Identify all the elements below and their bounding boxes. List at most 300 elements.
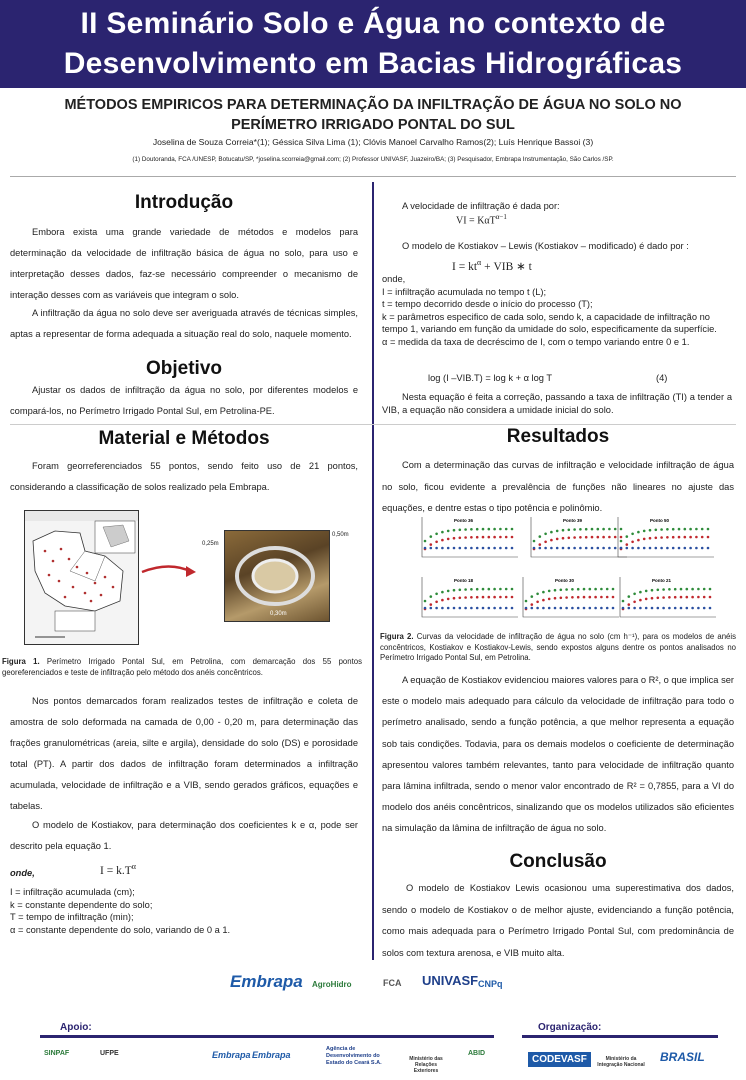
chart-point [633,607,636,610]
kostiakov-lewis-definitions [382,273,732,348]
chart-point [453,537,456,540]
chart-point [573,528,576,531]
chart-point [459,597,462,600]
chart-point [637,539,640,542]
chart-axes [618,517,714,557]
codevasf-logo: CODEVASF [528,1052,591,1067]
chart-point [660,528,663,531]
chart-point [672,536,675,539]
chart-point [697,596,700,599]
chart-point [672,547,675,550]
infiltration-chart [414,575,520,625]
chart-point [464,547,467,550]
chart-point [459,589,462,592]
chart-point [470,536,473,539]
chart-point [602,536,605,539]
resultados-paragraph-2: A equação de Kostiakov evidenciou maiores valores para o R², o que implica ser este o modelo mais adequado para cálculo da velocidade de infiltração para todo o perímetro analisado, sendo a função potência, a que melhor representa a equação sob tais condições. Todavia, para os demais modelos o coeficiente de determinação apresentou valores também relevantes, tanto para velocidade de infiltração quanto para lâmina infiltrada, sendo o menor valor encontrado de R² = 0,7855, para a VI do modelo dos anéis concêntricos, sinalizando que os modelos utilizados são eficientes na simulação da lâmina de infiltração de água no solo. [382,675,734,834]
chart-point [476,536,479,539]
chart-point [626,543,629,546]
chart-point [493,596,496,599]
chart-point [645,590,648,593]
chart-point [583,596,586,599]
chart-point [689,536,692,539]
chart-point [476,588,479,591]
figure-1-text: Perímetro Irrigado Pontal Sul, em Petrolina, com demarcação dos 55 pontos georeferenciados e teste de infiltração pelo método dos anéis concêntricos. [2,657,362,677]
chart-point [628,607,631,610]
chart-point [533,547,536,550]
chart-point [573,536,576,539]
vi-equation-exponent: α−1 [495,213,507,221]
chart-point [585,547,588,550]
chart-point [622,607,625,610]
chart-point [645,598,648,601]
definition-item: T = tempo de infiltração (min); [10,912,134,922]
chart-point [684,547,687,550]
chart-point [453,529,456,532]
chart-point [435,547,438,550]
chart-point [488,607,491,610]
chart-point [470,596,473,599]
chart-point [556,530,559,533]
chart-point [453,589,456,592]
chart-point [562,529,565,532]
photo-label-050: 0,50m [332,532,349,538]
chart-point [548,598,551,601]
resultados-heading: Resultados [506,426,610,447]
chart-point [602,547,605,550]
chart-point [511,588,514,591]
chart-point [482,528,485,531]
chart-point [459,607,462,610]
chart-point [548,590,551,593]
chart-point [505,588,508,591]
chart-point [674,596,677,599]
chart-point [459,547,462,550]
chart-point [470,607,473,610]
fca-logo: FCA [383,978,402,988]
chart-title: Ponto 18 [454,578,474,583]
chart-point [573,547,576,550]
chart-point [441,591,444,594]
chart-point [577,588,580,591]
paper-title-line-1: MÉTODOS EMPIRICOS PARA DETERMINAÇÃO DA INFILTRAÇÃO DE ÁGUA NO SOLO NO [64,97,682,113]
chart-point [579,547,582,550]
chart-point [645,607,648,610]
banner-line-2: Desenvolvimento em Bacias Hidrográficas [63,47,683,80]
apoio-label: Apoio: [60,1022,92,1033]
chart-point [571,596,574,599]
chart-axes [422,517,518,557]
figure-1-label: Figura 1. [2,657,40,666]
chart-point [435,607,438,610]
chart-point [459,529,462,532]
banner [0,0,746,88]
photo-label-025: 0,25m [202,541,219,547]
infiltration-chart [414,515,520,565]
kl-eq-exponent: α [477,258,482,267]
chart-point [680,607,683,610]
chart-point [680,588,683,591]
chart-point [620,547,623,550]
chart-point [649,537,652,540]
chart-point [556,547,559,550]
chart-point [680,596,683,599]
chart-point [660,536,663,539]
chart-point [499,536,502,539]
metodos-paragraph-2: Nos pontos demarcados foram realizados testes de infiltração e coleta de amostra de solo deformada na camada de 0,00 - 0,20 m, para determinação das frações granulométricas (areia, silte e argila), densidade do solo (DS) e porosidade total (PT). A partir dos dados de infiltração foram determinados a infiltração acumulada, velocidade de infiltração e a VIB, sendo gerados gráficos, equações e tabelas. [10,696,358,811]
chart-point [441,547,444,550]
chart-point [639,591,642,594]
organizacao-bar [522,1035,718,1038]
kl-eq-base: I = kt [452,260,478,273]
figure-2-label: Figura 2. [380,632,414,641]
arrow-right-icon [140,561,198,583]
chart-point [571,588,574,591]
chart-point [499,596,502,599]
chart-point [453,547,456,550]
infiltration-chart [515,575,621,625]
chart-point [579,536,582,539]
chart-point [626,535,629,538]
chart-point [493,547,496,550]
log-equation-number: (4) [656,373,668,383]
objetivo-heading: Objetivo [145,358,222,379]
chart-point [430,603,433,606]
chart-point [631,541,634,544]
column-divider [372,182,374,960]
chart-point [476,596,479,599]
agrohidro-logo: AgroHidro [312,980,352,989]
metodos-heading: Material e Métodos [98,428,270,449]
chart-point [493,536,496,539]
chart-point [430,607,433,610]
chart-point [666,547,669,550]
chart-point [697,588,700,591]
chart-point [493,528,496,531]
chart-point [707,536,710,539]
chart-point [447,590,450,593]
chart-point [565,596,568,599]
chart-point [525,607,528,610]
equation-1 [100,862,136,877]
photo-label-030: 0,30m [270,611,287,617]
intro-paragraph-1: Embora exista uma grande variedade de métodos e modelos para determinação da velocidade de infiltração básica de água no solo, para uso e interpretação desses dados, faz-se necessário compreender o mecanismo de interação desses com as variáveis que integram o solo. [10,227,358,300]
chart-point [678,536,681,539]
chart-point [606,588,609,591]
vi-equation-base: VI = KαT [456,215,496,227]
chart-axes [523,577,619,617]
figure-1-caption [2,657,362,678]
equation-1-exponent: α [131,862,136,871]
chart-point [594,588,597,591]
chart-point [695,547,698,550]
chart-title: Ponto 36 [454,518,474,523]
chart-point [424,600,427,603]
chart-point [626,547,629,550]
chart-point [554,607,557,610]
map-drawing [25,511,138,644]
authors: Joselina de Souza Correia*(1); Géssica Silva Lima (1); Clóvis Manoel Carvalho Ramos(2); Luís Henrique Bassoi (3) [152,137,594,147]
univasf-logo: UNIVASF [422,973,479,988]
chart-point [657,607,660,610]
chart-point [672,528,675,531]
embrapa-instrumentacao-logo: Embrapa [252,1050,291,1060]
chart-point [707,547,710,550]
infiltration-chart [610,515,716,565]
definition-item: onde, [382,274,406,284]
chart-point [499,528,502,531]
chart-point [464,596,467,599]
vi-intro: A velocidade de infiltração é dada por: [402,201,560,211]
chart-point [637,547,640,550]
infiltration-chart [612,575,718,625]
chart-point [505,607,508,610]
chart-point [591,536,594,539]
chart-point [643,547,646,550]
chart-point [568,529,571,532]
chart-point [577,607,580,610]
chart-axes [620,577,716,617]
chart-point [424,607,427,610]
chart-point [684,528,687,531]
chart-point [600,588,603,591]
chart-point [695,528,698,531]
chart-point [493,588,496,591]
chart-point [633,601,636,604]
chart-point [643,538,646,541]
chart-point [709,596,712,599]
chart-point [531,607,534,610]
chart-point [447,607,450,610]
chart-point [620,540,623,543]
header-divider [10,176,736,177]
chart-point [602,528,605,531]
chart-point [550,531,553,534]
chart-point [668,588,671,591]
chart-point [709,588,712,591]
chart-point [488,588,491,591]
chart-point [531,595,534,598]
chart-title: Ponto 21 [652,578,672,583]
chart-point [441,599,444,602]
chart-point [651,589,654,592]
apoio-bar [40,1035,494,1038]
chart-point [689,547,692,550]
log-equation: log (I –VIB.T) = log k + α log T [428,373,553,383]
chart-point [657,597,660,600]
chart-point [435,601,438,604]
embrapa-logo: Embrapa [230,972,303,991]
chart-point [701,528,704,531]
chart-point [544,541,547,544]
chart-point [556,538,559,541]
chart-point [544,547,547,550]
chart-point [674,588,677,591]
chart-point [476,547,479,550]
chart-point [476,607,479,610]
chart-point [459,537,462,540]
chart-point [536,593,539,596]
chart-point [482,536,485,539]
chart-point [482,596,485,599]
chart-point [424,540,427,543]
chart-point [430,595,433,598]
infiltration-test-photo [224,530,330,622]
conclusao-heading: Conclusão [509,851,607,872]
chart-point [589,588,592,591]
chart-point [691,588,694,591]
chart-point [689,528,692,531]
chart-point [482,547,485,550]
definition-item: I = infiltração acumulada (cm); [10,887,135,897]
definition-item: α = constante dependente do solo, variando de 0 a 1. [10,924,231,935]
mre-logo: Ministério das Relações Exteriores [409,1056,443,1074]
chart-point [655,529,658,532]
chart-point [668,596,671,599]
chart-point [447,547,450,550]
chart-point [579,528,582,531]
figure-2-text: Curvas da velocidade de infiltração de água no solo (cm h⁻¹), para os modelos de anéis concêntricos, Kostiakov e Kostiakov-Lewis, sendo expostos alguns dentre os pontos analisados no Perímetro Irrigado Pontal Sul, em Petrolina. [380,632,737,662]
embrapa-semiarido-logo: Embrapa [212,1050,251,1060]
abid-logo: ABID [468,1050,486,1057]
intro-heading: Introdução [134,192,234,213]
vi-equation [456,213,507,226]
chart-point [536,607,539,610]
chart-point [589,596,592,599]
chart-point [637,531,640,534]
chart-point [453,607,456,610]
ufpe-logo: UFPE [100,1050,119,1057]
chart-point [505,528,508,531]
affiliations: (1) Doutoranda, FCA /UNESP, Botucatu/SP, *joselina.scorreia@gmail.com; (2) Professor UNIVASF, Juazeiro/BA; (3) Pesquisador, Embrapa Instrumentação, São Carlos /SP. [132,156,614,163]
chart-point [560,597,563,600]
chart-point [539,535,542,538]
onde-label: onde, [10,868,35,878]
definition-item: k = parâmetros especifico de cada solo, sendo k, a capacidade de infiltração no tempo 1, variando em função da umidade do solo, especificamente da superfície. [382,311,717,334]
chart-point [633,593,636,596]
section-divider [10,424,736,425]
chart-point [476,528,479,531]
chart-point [441,539,444,542]
metodos-paragraph-3: O modelo de Kostiakov, para determinação dos coeficientes k e α, pode ser descrito pela equação 1. [10,820,358,851]
chart-point [565,607,568,610]
brasil-logo: BRASIL [660,1050,705,1064]
chart-point [430,535,433,538]
paper-title-line-2: PERÍMETRO IRRIGADO PONTAL DO SUL [231,117,515,133]
chart-title: Ponto 30 [555,578,575,583]
chart-point [628,595,631,598]
study-area-map [24,510,139,645]
chart-point [560,607,563,610]
chart-point [600,607,603,610]
chart-point [597,528,600,531]
chart-point [554,589,557,592]
chart-point [600,596,603,599]
chart-point [511,607,514,610]
chart-point [594,596,597,599]
chart-point [577,596,580,599]
figure-2-caption [380,632,736,664]
chart-point [441,531,444,534]
chart-point [662,596,665,599]
chart-point [678,528,681,531]
chart-point [430,547,433,550]
chart-point [571,607,574,610]
organizacao-label: Organização: [538,1022,602,1033]
chart-point [554,597,557,600]
chart-point [424,547,427,550]
chart-point [447,598,450,601]
chart-point [488,528,491,531]
chart-point [686,596,689,599]
chart-point [606,596,609,599]
kostiakov-lewis-equation [452,258,532,273]
definition-item: t = tempo decorrido desde o início do processo (T); [382,299,593,309]
chart-point [583,607,586,610]
chart-point [488,596,491,599]
chart-point [643,530,646,533]
definition-item: I = infiltração acumulada no tempo t (L); [382,286,547,297]
chart-point [435,533,438,536]
conclusao-paragraph: O modelo de Kostiakov Lewis ocasionou uma superestimativa dos dados, sendo o modelo de Kostiakov o de melhor ajuste, evidenciando a função potência, como mais adequada para o Perímetro Irrigado Pontal Sul, com predominância de solos com textura arenosa, e VIB muito alta. [382,883,734,958]
chart-point [562,537,565,540]
chart-point [499,547,502,550]
chart-point [703,607,706,610]
chart-point [668,607,671,610]
chart-point [464,607,467,610]
chart-point [482,588,485,591]
chart-point [657,589,660,592]
chart-point [606,607,609,610]
chart-point [666,528,669,531]
chart-point [639,607,642,610]
chart-point [697,607,700,610]
chart-point [441,607,444,610]
chart-point [531,603,534,606]
chart-point [525,600,528,603]
correction-note: Nesta equação é feita a correção, passando a taxa de infiltração (TI) a tender a VIB, a equação não considera a umidade inicial do solo. [382,392,732,415]
chart-point [678,547,681,550]
mi-logo: Ministério da Integração Nacional [597,1056,645,1068]
resultados-paragraph-1: Com a determinação das curvas de infiltração e velocidade infiltração de água no solo, ficou evidente a prevalência de funções não lineares no ajuste das equações, e dentre estas o tipo potência e polinômio. [382,460,734,513]
chart-point [511,596,514,599]
chart-point [660,547,663,550]
adece-logo: Agência de Desenvolvimento do Estado do Ceará S.A. [326,1046,382,1066]
chart-point [560,589,563,592]
chart-point [591,528,594,531]
kl-eq-rest: + VIB ∗ t [481,260,532,273]
chart-point [544,533,547,536]
chart-point [684,536,687,539]
cnpq-logo: CNPq [478,979,503,989]
chart-point [562,547,565,550]
kostiakov-definitions [10,886,360,936]
chart-point [542,599,545,602]
chart-point [701,536,704,539]
chart-point [505,547,508,550]
chart-point [589,607,592,610]
chart-point [499,607,502,610]
chart-point [666,536,669,539]
chart-point [470,528,473,531]
chart-point [505,536,508,539]
chart-point [597,547,600,550]
chart-point [639,599,642,602]
chart-point [435,541,438,544]
chart-point [695,536,698,539]
chart-point [662,607,665,610]
chart-point [651,597,654,600]
